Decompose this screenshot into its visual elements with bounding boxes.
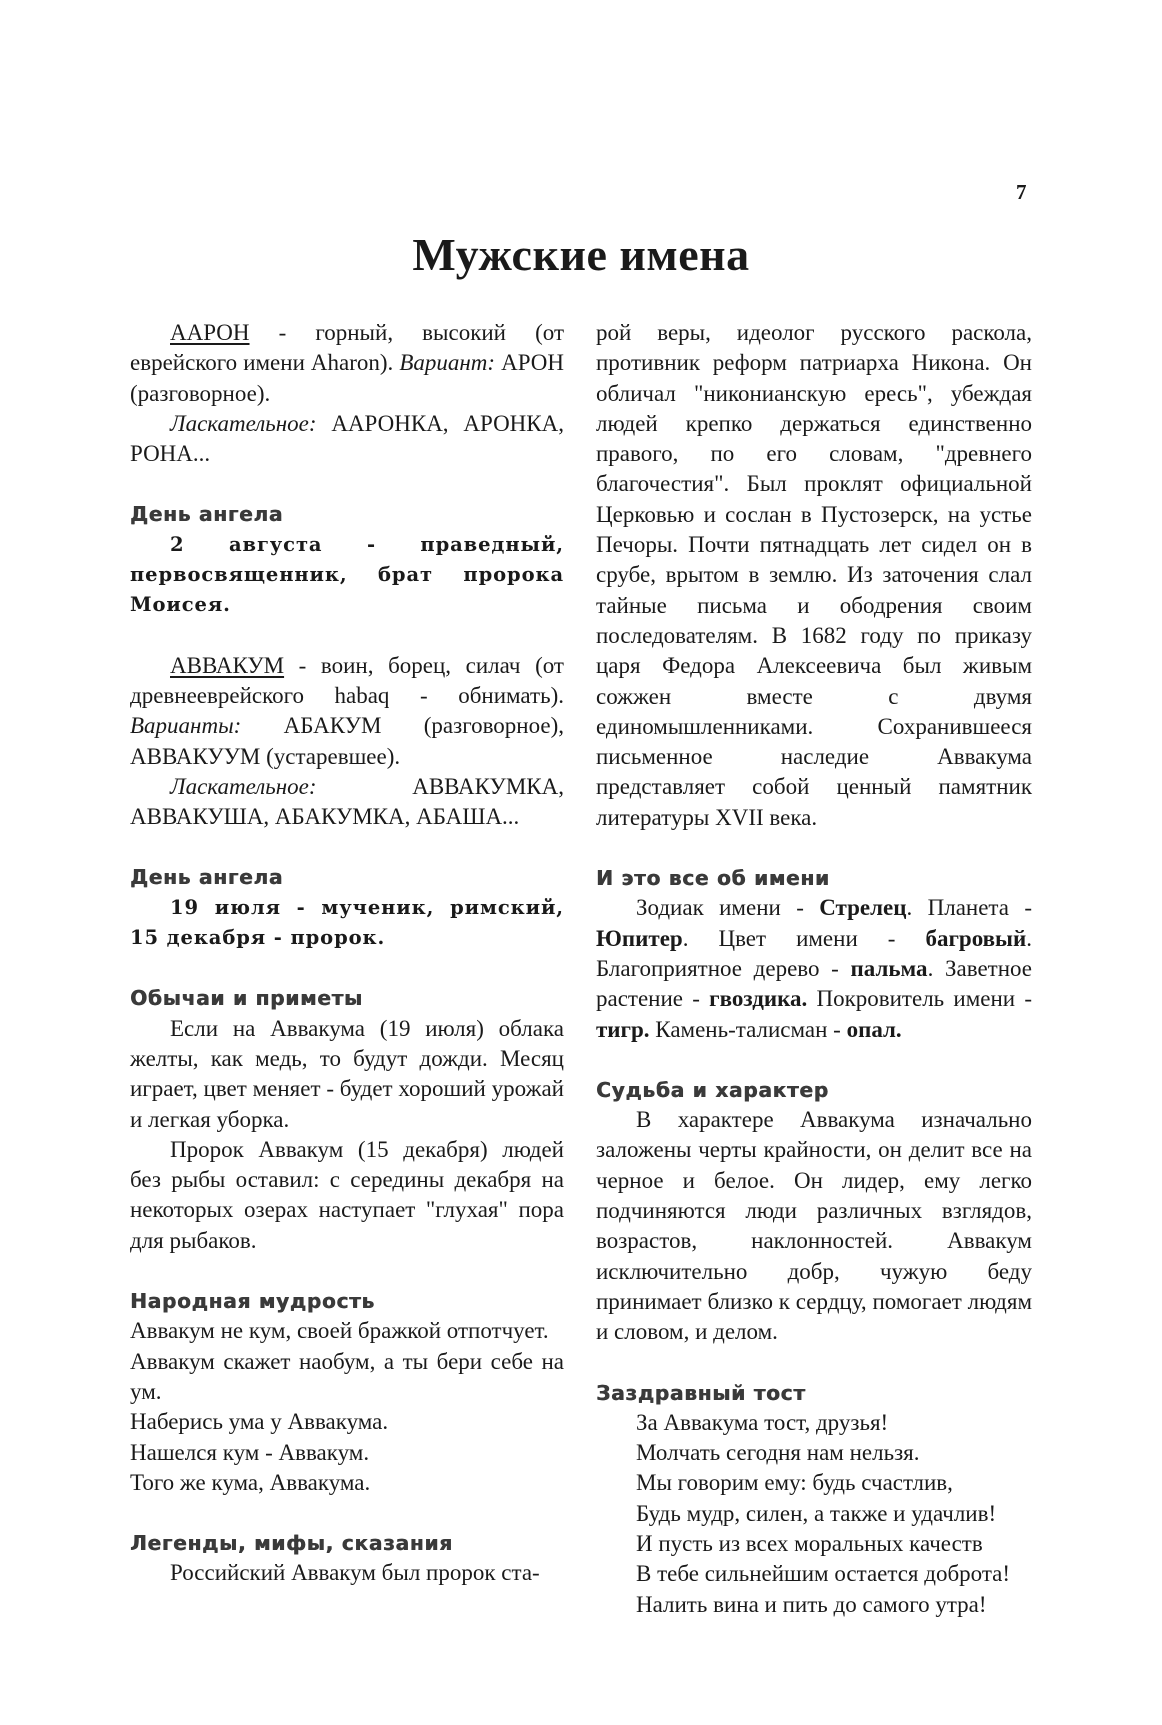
- toast-line: Мы говорим ему: будь счастлив,: [636, 1470, 953, 1496]
- right-column: [596, 318, 1032, 1620]
- wisdom-line: Аввакум скажет наобум, а ты бери себе на ум.: [130, 1348, 564, 1404]
- wisdom-line: Того же кума, Аввакума.: [130, 1469, 371, 1495]
- customs-paragraph-2: Пророк Аввакум (15 декабря) людей без рыбы оставил: с середины декабря на некоторых озерах наступает "глухая" пора для рыбаков.: [130, 1136, 564, 1253]
- wisdom-line: Нашелся кум - Аввакум.: [130, 1439, 370, 1465]
- page-number: 7: [1016, 180, 1027, 204]
- avvakum-affectionate: Ласкательное: АВВАКУМКА, АВВАКУША, АБАКУМКА, АБАША...: [130, 773, 564, 830]
- wisdom-line: Аввакум не кум, своей бражкой отпотчует.: [130, 1318, 549, 1344]
- toast-line: В тебе сильнейшим остается доброта!: [636, 1561, 1011, 1587]
- patron-value: тигр.: [596, 1016, 650, 1042]
- wisdom-heading: Народная мудрость: [130, 1289, 375, 1314]
- toast-line: И пусть из всех моральных качеств: [636, 1530, 983, 1556]
- toast-line: За Аввакума тост, друзья!: [636, 1409, 889, 1435]
- about-heading: И это все об имени: [596, 866, 830, 891]
- stone-value: опал.: [846, 1016, 902, 1042]
- toast-line: Молчать сегодня нам нельзя.: [636, 1440, 920, 1466]
- color-value: багровый: [925, 925, 1027, 951]
- fate-paragraph: В характере Аввакума изначально заложены черты крайности, он делит все на черное и белое. Он лидер, ему легко подчиняются люди различных взглядов, возрастов, наклонностей. Аввакум исключительно добр, чужую беду принимает близко к сердцу, помогает людям и словом, и делом.: [596, 1107, 1032, 1345]
- page-title: Мужские имена: [412, 229, 750, 280]
- avvakum-entry: АВВАКУМ - воин, борец, силач (от древнееврейского habaq - обнимать). Варианты: АБАКУМ (разговорное), АВВАКУУМ (устаревшее).: [130, 652, 564, 769]
- aaron-entry: ААРОН - горный, высокий (от еврейского имени Aharon). Вариант: АРОН (разговорное).: [130, 320, 564, 406]
- customs-paragraph-1: Если на Аввакума (19 июля) облака желты, как медь, то будут дожди. Месяц играет, цвет меняет - будет хороший урожай и легкая уборка.: [130, 1015, 564, 1132]
- left-column: [130, 318, 564, 1589]
- zodiac-value: Стрелец: [819, 895, 907, 921]
- plant-value: гвоздика.: [709, 986, 808, 1012]
- wisdom-line: Наберись ума у Аввакума.: [130, 1409, 389, 1435]
- tree-value: пальма: [850, 955, 928, 981]
- avvakum-name: АВВАКУМ: [170, 652, 285, 678]
- legends-heading: Легенды, мифы, сказания: [130, 1531, 453, 1556]
- toast-line: Налить вина и пить до самого утра!: [636, 1591, 987, 1617]
- fate-heading: Судьба и характер: [596, 1077, 829, 1102]
- aaron-angel-day: 2 августа - праведный, первосвященник, брат пророка Моисея.: [130, 532, 564, 617]
- customs-heading: Обычаи и приметы: [130, 986, 363, 1011]
- aaron-affectionate: Ласкательное: ААРОНКА, АРОНКА, РОНА...: [130, 410, 564, 467]
- aaron-angel-heading: День ангела: [130, 502, 284, 527]
- about-paragraph: Зодиак имени - Стрелец. Планета - Юпитер. Цвет имени - багровый. Благоприятное дерево - пальма. Заветное растение - гвоздика. Покровитель имени - тигр. Камень-талисман - опал.: [596, 895, 1033, 1042]
- aaron-name: ААРОН: [170, 320, 250, 345]
- legends-paragraph-start: Российский Аввакум был пророк ста-: [170, 1560, 540, 1586]
- toast-line: Будь мудр, силен, а также и удачлив!: [636, 1500, 997, 1526]
- planet-value: Юпитер: [596, 925, 683, 951]
- avvakum-angel-day: 19 июля - мученик, римский, 15 декабря - пророк.: [130, 895, 564, 950]
- toast-verse: [596, 1408, 1032, 1620]
- toast-heading: Заздравный тост: [596, 1380, 806, 1405]
- legends-paragraph-continued: рой веры, идеолог русского раскола, противник реформ патриарха Никона. Он обличал "никонианскую ересь", убеждая людей крепко держаться единственно правого, по его словам, "древнего благочестия". Был проклят официальной Церковью и сослан в Пустозерск, на устье Печоры. Почти пятнадцать лет сидел он в срубе, врытом в землю. Из заточения слал тайные письма и ободрения своим последователям. В 1682 году по приказу царя Федора Алексеевича был живым сожжен вместе с двумя единомышленниками. Сохранившееся письменное наследие Аввакума представляет собой ценный памятник литературы XVII века.: [596, 320, 1032, 830]
- avvakum-angel-heading: День ангела: [130, 865, 284, 890]
